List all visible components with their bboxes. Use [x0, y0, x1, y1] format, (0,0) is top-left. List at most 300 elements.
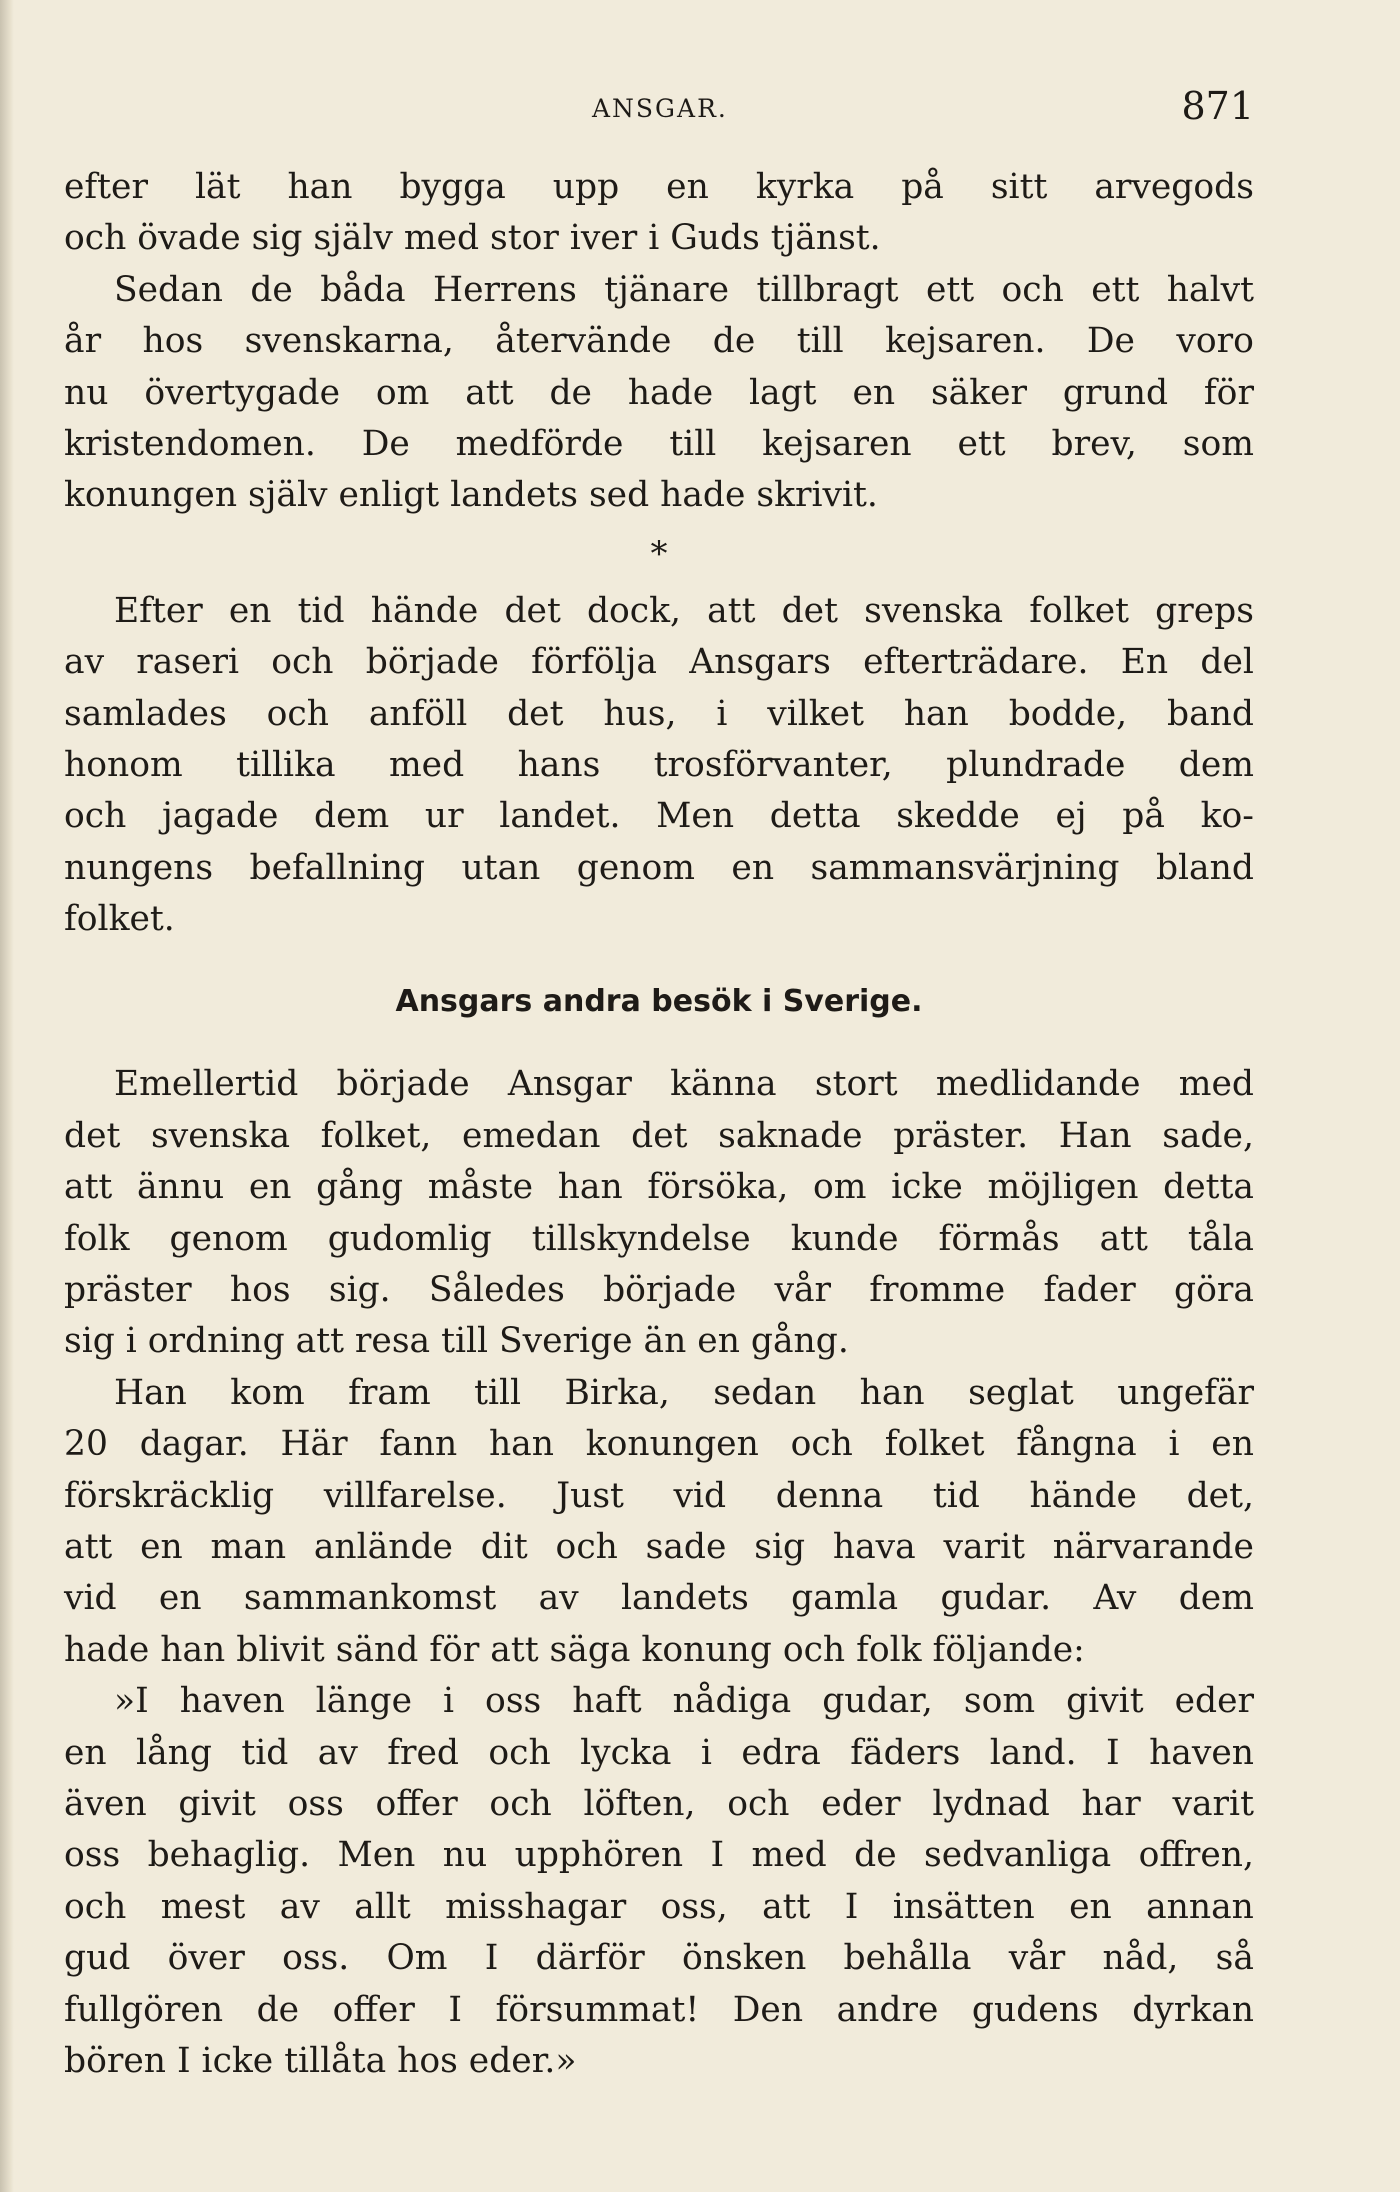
text-line: bören I icke tillåta hos eder.» [64, 2040, 577, 2081]
text-line [64, 1728, 1254, 1779]
word: upphören [514, 1835, 684, 1876]
word: folket [1029, 590, 1130, 631]
word: efterträdare. [863, 642, 1089, 683]
text-line [64, 1471, 1254, 1522]
word: med [751, 1835, 827, 1876]
word: fred [387, 1732, 459, 1773]
word: kejsaren [762, 423, 912, 464]
word: eder [821, 1783, 901, 1824]
word: säker [930, 372, 1028, 413]
word: det [504, 590, 561, 631]
running-head: ANSGAR. [592, 94, 728, 123]
word: gudar. [940, 1578, 1052, 1619]
word: utan [461, 847, 541, 888]
word: medförde [455, 423, 624, 464]
word: svenska [151, 1115, 291, 1156]
word: folket, [320, 1115, 432, 1156]
word: och [488, 1732, 551, 1773]
word: att [1099, 1218, 1148, 1259]
text-line [64, 586, 1254, 637]
word: och [266, 693, 329, 734]
word: präster [64, 1270, 192, 1311]
text-line [64, 1111, 1254, 1162]
text-line [64, 1059, 1254, 1110]
word: ko- [1200, 796, 1254, 837]
paragraphs-middle [64, 586, 1254, 946]
word: Sedan [114, 269, 223, 310]
word: nåd, [1102, 1938, 1179, 1979]
word: tid [932, 1475, 980, 1516]
word: en [731, 847, 775, 888]
word: lagt [749, 372, 817, 413]
text-line [64, 368, 1254, 419]
word: förskräcklig [64, 1475, 275, 1516]
word: det [631, 1115, 688, 1156]
word: som [1182, 423, 1254, 464]
word: gång [316, 1167, 404, 1208]
word: behålla [843, 1938, 972, 1979]
word: närvarande [1052, 1526, 1254, 1567]
word: sammansvärjning [810, 847, 1120, 888]
word: fromme [869, 1270, 1006, 1311]
word: och [727, 1783, 790, 1824]
word: greps [1155, 590, 1254, 631]
word: präster. [893, 1115, 1029, 1156]
word: oss [64, 1835, 121, 1876]
word: arvegods [1094, 167, 1254, 207]
text-line: sig i ordning att resa till Sverige än en gång. [64, 1321, 849, 1362]
word: fångna [1016, 1424, 1137, 1465]
word: sitt [990, 167, 1048, 207]
word: bygga [399, 167, 506, 207]
word: känna [670, 1064, 777, 1105]
word: nådiga [672, 1681, 792, 1722]
word: en [666, 167, 709, 207]
word: möjligen [987, 1167, 1139, 1208]
word: I [484, 1938, 499, 1979]
word: plundrade [946, 744, 1126, 785]
word: att [64, 1526, 113, 1567]
word: dyrkan [1132, 1989, 1254, 2030]
word: måste [427, 1167, 534, 1208]
word: därför [535, 1938, 645, 1979]
word: Birka, [564, 1372, 670, 1413]
word: dagar. [139, 1424, 249, 1465]
word: Men [656, 796, 735, 837]
word: nu [64, 372, 109, 413]
word: att [707, 590, 756, 631]
word: om [812, 1167, 867, 1208]
word: tillika [236, 744, 336, 785]
word: detta [1163, 1167, 1254, 1208]
word: de [256, 1989, 300, 2030]
word: svenskarna, [244, 321, 454, 362]
word: fram [348, 1372, 431, 1413]
word: offer [332, 1989, 415, 2030]
word: en [64, 1732, 107, 1773]
text-line [64, 1573, 1254, 1624]
word: började [336, 1064, 470, 1105]
word: samlades [64, 693, 227, 734]
word: och [1001, 269, 1064, 310]
word: han [903, 693, 969, 734]
text-line [64, 1676, 1254, 1727]
word: Herrens [432, 269, 577, 310]
word: han [488, 1424, 554, 1465]
word: för [1203, 372, 1254, 413]
word: dem [1178, 1578, 1254, 1619]
text-line [64, 1162, 1254, 1213]
word: en [248, 1167, 292, 1208]
word: Men [337, 1835, 416, 1876]
word: han [859, 1372, 925, 1413]
word: en [1069, 1886, 1112, 1927]
text-line [64, 637, 1254, 688]
word: offer [375, 1783, 458, 1824]
text-line [64, 419, 1254, 470]
word: upp [552, 167, 620, 207]
word: ungefär [1117, 1372, 1254, 1413]
word: folket [884, 1424, 985, 1465]
word: en [228, 590, 272, 631]
word: tillskyndelse [531, 1218, 751, 1259]
paragraph [64, 586, 1254, 946]
text-line [64, 689, 1254, 740]
word: förfölja [531, 642, 657, 683]
text-line [64, 1779, 1254, 1830]
word: trosförvanter, [653, 744, 893, 785]
word: anföll [368, 693, 468, 734]
word: kejsaren. [885, 321, 1046, 362]
word: Just [556, 1475, 624, 1516]
word: och [271, 642, 334, 683]
word: sig [754, 1526, 806, 1567]
word: band [1166, 693, 1254, 734]
word: dit [480, 1526, 528, 1567]
word: hus, [603, 693, 677, 734]
word: med [1178, 1064, 1254, 1105]
word: önsken [682, 1938, 807, 1979]
word: Han [1058, 1115, 1132, 1156]
word: sade, [1162, 1115, 1254, 1156]
word: saknade [718, 1115, 863, 1156]
word: av [317, 1732, 358, 1773]
word: tid [241, 1732, 289, 1773]
word: av [64, 642, 105, 683]
word: Här [280, 1424, 348, 1465]
word: brev, [1051, 423, 1137, 464]
word: vid [673, 1475, 727, 1516]
word: han [557, 1167, 623, 1208]
word: i [716, 693, 728, 734]
word: sade [645, 1526, 727, 1567]
word: I [844, 1886, 859, 1927]
word: dem [314, 796, 390, 837]
word: båda [320, 269, 406, 310]
word: det [64, 1115, 121, 1156]
word: eder [1174, 1681, 1254, 1722]
text-line: konungen själv enligt landets sed hade skrivit. [64, 475, 878, 516]
word: skedde [896, 796, 1020, 837]
word: hos [142, 321, 204, 362]
word: av [279, 1886, 320, 1927]
page-edge-shadow [0, 0, 14, 2192]
word: kyrka [755, 167, 855, 207]
word: återvände [495, 321, 672, 362]
word: tillbragt [756, 269, 899, 310]
word: varit [1172, 1783, 1254, 1824]
word: hos [229, 1270, 291, 1311]
word: grund [1062, 372, 1169, 413]
word: givit [178, 1783, 256, 1824]
word: tid [297, 590, 345, 631]
word: fader [1043, 1270, 1136, 1311]
word: gudar, [822, 1681, 933, 1722]
paragraph [64, 1368, 1254, 1676]
word: att [465, 372, 514, 413]
word: tjänare [604, 269, 730, 310]
word: som [963, 1681, 1036, 1722]
word: har [1081, 1783, 1141, 1824]
page-header [64, 84, 1254, 134]
text-line: hade han blivit sänd för att säga konung och folk följande: [64, 1629, 1085, 1670]
text-line [64, 1522, 1254, 1573]
word: emedan [462, 1115, 601, 1156]
word: anlände [313, 1526, 453, 1567]
word: konungen [585, 1424, 759, 1465]
section-separator: * [650, 533, 668, 574]
text-line [64, 1214, 1254, 1265]
word: gudens [971, 1989, 1099, 2030]
word: nungens [64, 847, 214, 888]
text-line [64, 1882, 1254, 1933]
word: löften, [583, 1783, 696, 1824]
word: en [852, 372, 896, 413]
word: förmås [938, 1218, 1060, 1259]
word: 20 [64, 1424, 108, 1465]
word: de [250, 269, 293, 310]
paragraphs-after [64, 1059, 1254, 2087]
word: vår [1008, 1938, 1066, 1979]
word: på [1122, 796, 1165, 837]
word: hans [517, 744, 601, 785]
word: det [507, 693, 564, 734]
paragraph [64, 162, 1254, 265]
word: hände [1029, 1475, 1137, 1516]
word: han [287, 167, 353, 207]
word: en [140, 1526, 183, 1567]
word: så [1215, 1938, 1254, 1979]
word: I [710, 1835, 725, 1876]
word: även [64, 1783, 147, 1824]
word: i [1168, 1424, 1180, 1465]
word: hände [370, 590, 479, 631]
word: övertygade [144, 372, 341, 413]
page-number: 871 [1181, 84, 1254, 128]
word: sig. [328, 1270, 391, 1311]
word: oss [485, 1681, 542, 1722]
word: fullgören [64, 1989, 224, 2030]
paragraph [64, 1676, 1254, 2087]
word: befallning [249, 847, 425, 888]
word: behaglig. [147, 1835, 311, 1876]
word: En [1120, 642, 1169, 683]
word: allt [354, 1886, 411, 1927]
text-line [64, 843, 1254, 894]
word: i [700, 1732, 712, 1773]
word: och [489, 1783, 552, 1824]
word: av [538, 1578, 579, 1619]
word: insätten [892, 1886, 1035, 1927]
word: de [549, 372, 592, 413]
word: bodde, [1008, 693, 1128, 734]
word: Den [732, 1989, 804, 2030]
word: med [388, 744, 465, 785]
word: till [796, 321, 844, 362]
paragraph [64, 265, 1254, 522]
word: dem [1178, 744, 1254, 785]
word: länge [315, 1681, 412, 1722]
text-line [64, 316, 1254, 367]
word: lycka [580, 1732, 672, 1773]
word: stort [814, 1064, 898, 1105]
text-line [64, 1985, 1254, 2036]
word: nu [442, 1835, 488, 1876]
text-line [64, 740, 1254, 791]
word: haft [572, 1681, 642, 1722]
word: ur [424, 796, 464, 837]
word: villfarelse. [323, 1475, 507, 1516]
word: att [64, 1167, 113, 1208]
word: ännu [136, 1167, 225, 1208]
word: offren, [1138, 1835, 1254, 1876]
word: genom [169, 1218, 288, 1259]
word: misshagar [445, 1886, 627, 1927]
word: fann [379, 1424, 458, 1465]
word: landet. [499, 796, 621, 837]
word: hava [832, 1526, 916, 1567]
word: De [1086, 321, 1135, 362]
word: ett [1091, 269, 1140, 310]
word: I [448, 1989, 462, 2030]
word: ej [1055, 796, 1087, 837]
word: »I [114, 1681, 149, 1722]
word: lät [194, 167, 241, 207]
word: detta [769, 796, 861, 837]
word: givit [1066, 1681, 1144, 1722]
text-line [64, 1830, 1254, 1881]
text-line [64, 791, 1254, 842]
word: del [1200, 642, 1254, 683]
word: hade [627, 372, 714, 413]
text-line [64, 1265, 1254, 1316]
word: började [603, 1270, 737, 1311]
word: år [64, 321, 102, 362]
paragraph [64, 1059, 1254, 1367]
word: fäders [850, 1732, 961, 1773]
word: började [365, 642, 499, 683]
word: Om [386, 1938, 448, 1979]
word: edra [741, 1732, 821, 1773]
word: kunde [790, 1218, 899, 1259]
word: varit [943, 1526, 1025, 1567]
word: om [375, 372, 430, 413]
word: Av [1093, 1578, 1137, 1619]
word: och [64, 796, 127, 837]
word: sedan [713, 1372, 817, 1413]
word: i [443, 1681, 455, 1722]
word: de [712, 321, 756, 362]
word: en [158, 1578, 202, 1619]
word: på [901, 167, 944, 207]
word: göra [1174, 1270, 1254, 1311]
word: Ansgars [689, 642, 831, 683]
word: det [781, 590, 838, 631]
word: försummat! [495, 1989, 700, 2030]
word: haven [179, 1681, 285, 1722]
word: seglat [968, 1372, 1074, 1413]
word: mest [160, 1886, 246, 1927]
text-line: folket. [64, 899, 175, 940]
word: voro [1176, 321, 1254, 362]
word: vilket [767, 693, 864, 734]
word: genom [576, 847, 695, 888]
text-line [64, 1419, 1254, 1470]
word: raseri [136, 642, 239, 683]
text-line [64, 265, 1254, 316]
word: efter [64, 167, 148, 207]
word: att [762, 1886, 811, 1927]
word: icke [891, 1167, 963, 1208]
word: oss, [660, 1886, 728, 1927]
word: dock, [586, 590, 682, 631]
word: De [361, 423, 410, 464]
body-text [64, 162, 1254, 2087]
word: ett [957, 423, 1006, 464]
word: denna [775, 1475, 884, 1516]
word: gudomlig [327, 1218, 492, 1259]
word: land. [989, 1732, 1077, 1773]
word: kristendomen. [64, 423, 316, 464]
word: Han [114, 1372, 187, 1413]
word: folk [64, 1218, 130, 1259]
word: tåla [1187, 1218, 1254, 1259]
word: sedvanliga [924, 1835, 1112, 1876]
word: oss. [282, 1938, 350, 1979]
text-line [64, 162, 1254, 213]
word: Således [428, 1270, 565, 1311]
paragraphs-before [64, 162, 1254, 522]
text-line [64, 1368, 1254, 1419]
word: oss [287, 1783, 344, 1824]
text-line: och övade sig själv med stor iver i Guds tjänst. [64, 218, 881, 259]
word: gud [64, 1938, 131, 1979]
word: gamla [791, 1578, 899, 1619]
word: till [474, 1372, 522, 1413]
word: annan [1146, 1886, 1254, 1927]
word: lång [136, 1732, 212, 1773]
word: I [1106, 1732, 1120, 1773]
section-heading: Ansgars andra besök i Sverige. [395, 984, 923, 1020]
word: Efter [114, 590, 203, 631]
word: honom [64, 744, 183, 785]
word: jagade [161, 796, 279, 837]
word: landets [620, 1578, 749, 1619]
word: sammankomst [243, 1578, 497, 1619]
word: en [1211, 1424, 1254, 1465]
word: försöka, [647, 1167, 789, 1208]
word: medlidande [935, 1064, 1141, 1105]
